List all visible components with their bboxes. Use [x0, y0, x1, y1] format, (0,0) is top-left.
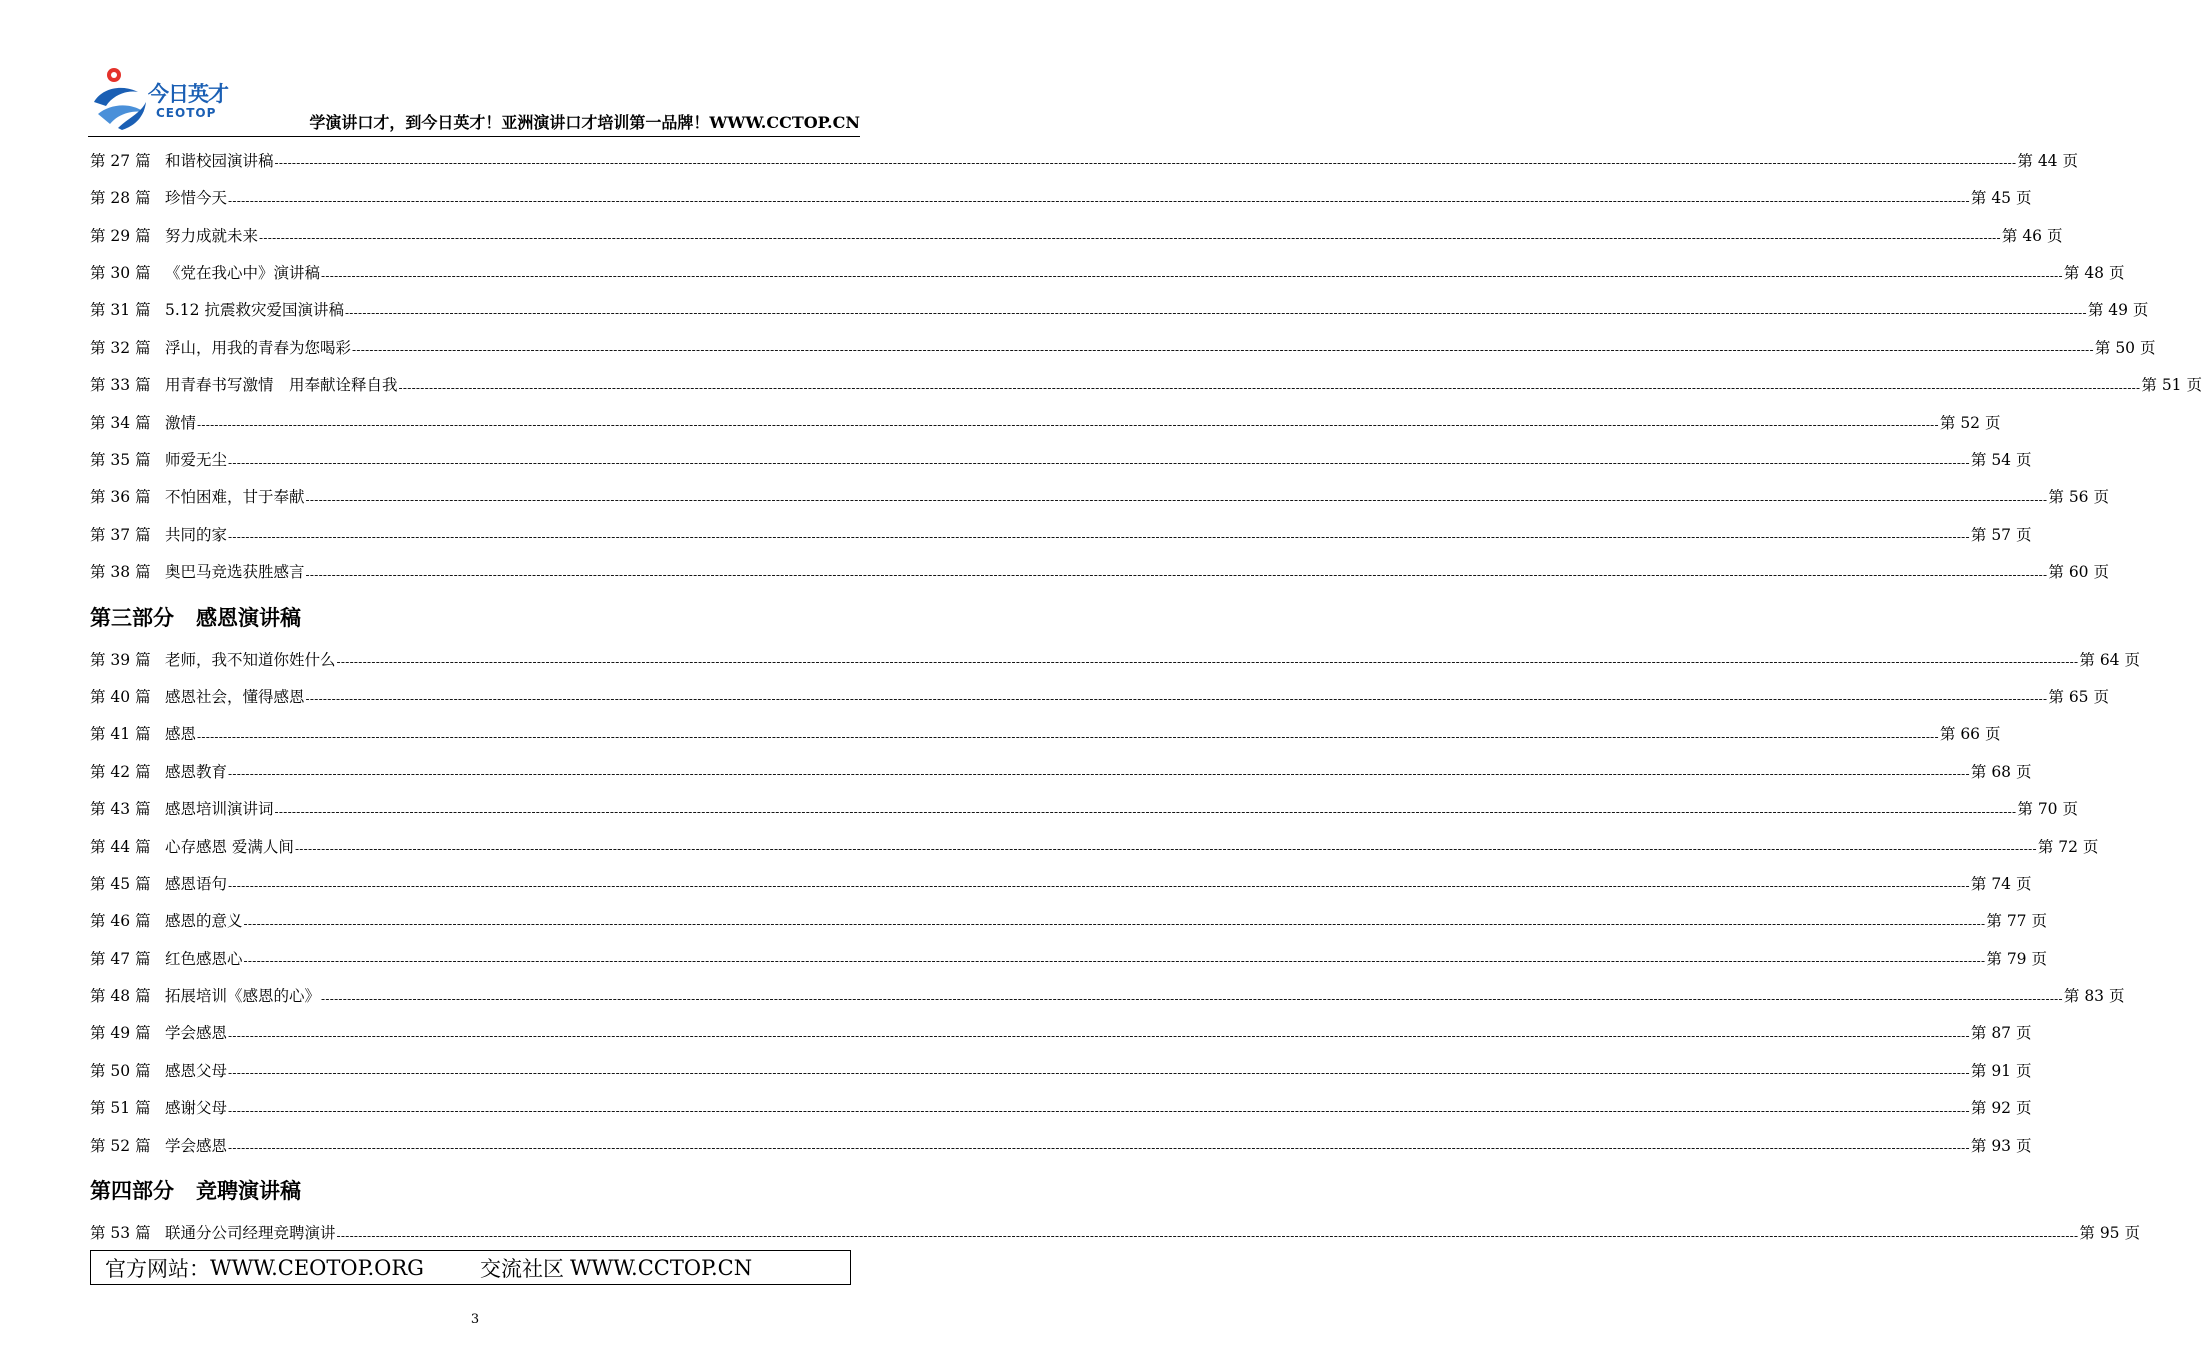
entry-title: 珍惜今天 — [165, 189, 228, 208]
toc-entry[interactable] — [90, 1125, 2032, 1162]
dot-leader: ---------------------------------------------------------------------------------------------------------------------------------------------------------------------------------------------------------------------------------------------------------------------------------------------------------------------------------------------------------------------------------------------------------------- — [344, 305, 2087, 320]
toc-entry[interactable] — [90, 863, 2032, 900]
entry-title: 不怕困难，甘于奉献 — [165, 488, 305, 507]
toc-entry[interactable] — [90, 551, 2109, 588]
toc-entry[interactable] — [90, 975, 2125, 1012]
entry-title: 奥巴马竞选获胜感言 — [165, 563, 305, 582]
entry-number: 第 27 篇 — [90, 151, 151, 170]
toc-entry[interactable] — [90, 140, 2078, 177]
entry-title: 激情 — [165, 413, 197, 432]
dot-leader: ---------------------------------------------------------------------------------------------------------------------------------------------------------------------------------------------------------------------------------------------------------------------------------------------------------------------------------------------------------------------------------------------------------------- — [294, 842, 2037, 857]
entry-title: 感恩 — [165, 725, 197, 744]
entry-page: 第 93 页 — [1970, 1136, 2032, 1155]
toc-entry[interactable] — [90, 514, 2032, 551]
entry-number: 第 33 篇 — [90, 376, 151, 395]
entry-number: 第 43 篇 — [90, 800, 151, 819]
entry-number: 第 37 篇 — [90, 525, 151, 544]
entry-number: 第 41 篇 — [90, 725, 151, 744]
entry-page: 第 92 页 — [1970, 1099, 2032, 1118]
toc-entry[interactable] — [90, 639, 2140, 676]
entry-title: 用青春书写激情 用奉献诠释自我 — [165, 376, 398, 395]
entry-number: 第 29 篇 — [90, 226, 151, 245]
entry-title: 感恩语句 — [165, 874, 228, 893]
entry-number: 第 44 篇 — [90, 837, 151, 856]
entry-number: 第 35 篇 — [90, 451, 151, 470]
entry-number: 第 39 篇 — [90, 650, 151, 669]
entry-page: 第 83 页 — [2063, 987, 2125, 1006]
entry-page: 第 64 页 — [2079, 650, 2140, 669]
entry-title: 共同的家 — [165, 525, 228, 544]
dot-leader: ---------------------------------------------------------------------------------------------------------------------------------------------------------------------------------------------------------------------------------------------------------------------------------------------------------------------------------------------------------------------------------------------------------------- — [228, 1028, 1970, 1043]
entry-page: 第 79 页 — [1986, 949, 2047, 968]
entry-group-part-4 — [90, 1212, 2140, 1249]
entry-title: 拓展培训《感恩的心》 — [165, 987, 321, 1006]
entry-title: 联通分公司经理竞聘演讲 — [165, 1224, 336, 1243]
dot-leader: ---------------------------------------------------------------------------------------------------------------------------------------------------------------------------------------------------------------------------------------------------------------------------------------------------------------------------------------------------------------------------------------------------------------- — [228, 879, 1970, 894]
dot-leader: ---------------------------------------------------------------------------------------------------------------------------------------------------------------------------------------------------------------------------------------------------------------------------------------------------------------------------------------------------------------------------------------------------------------- — [228, 1141, 1970, 1156]
entry-number: 第 46 篇 — [90, 912, 151, 931]
entry-page: 第 68 页 — [1970, 762, 2032, 781]
entry-title: 感恩教育 — [165, 762, 228, 781]
entry-page: 第 95 页 — [2079, 1224, 2140, 1243]
official-site-link[interactable]: WWW.CEOTOP.ORG — [210, 1255, 424, 1280]
entry-number: 第 45 篇 — [90, 874, 151, 893]
toc-entry[interactable] — [90, 364, 2202, 401]
entry-page: 第 45 页 — [1970, 189, 2032, 208]
entry-title: 感谢父母 — [165, 1099, 228, 1118]
entry-title: 师爱无尘 — [165, 451, 228, 470]
dot-leader: ---------------------------------------------------------------------------------------------------------------------------------------------------------------------------------------------------------------------------------------------------------------------------------------------------------------------------------------------------------------------------------------------------------------- — [228, 1066, 1970, 1081]
entry-title: 和谐校园演讲稿 — [165, 151, 274, 170]
dot-leader: ---------------------------------------------------------------------------------------------------------------------------------------------------------------------------------------------------------------------------------------------------------------------------------------------------------------------------------------------------------------------------------------------------------------- — [259, 231, 2001, 246]
dot-leader: ---------------------------------------------------------------------------------------------------------------------------------------------------------------------------------------------------------------------------------------------------------------------------------------------------------------------------------------------------------------------------------------------------------------- — [321, 991, 2063, 1006]
entry-page: 第 44 页 — [2017, 151, 2078, 170]
dot-leader: ---------------------------------------------------------------------------------------------------------------------------------------------------------------------------------------------------------------------------------------------------------------------------------------------------------------------------------------------------------------------------------------------------------------- — [305, 692, 2048, 707]
official-site-label: 官方网站： — [105, 1256, 210, 1281]
toc-entry[interactable] — [90, 788, 2078, 825]
entry-page: 第 74 页 — [1970, 874, 2032, 893]
toc-entry[interactable] — [90, 713, 2001, 750]
toc-entry[interactable] — [90, 1212, 2140, 1249]
entry-page: 第 77 页 — [1986, 912, 2047, 931]
dot-leader: ---------------------------------------------------------------------------------------------------------------------------------------------------------------------------------------------------------------------------------------------------------------------------------------------------------------------------------------------------------------------------------------------------------------- — [352, 343, 2094, 358]
entry-title: 感恩的意义 — [165, 912, 243, 931]
entry-title: 学会感恩 — [165, 1136, 228, 1155]
entry-page: 第 72 页 — [2037, 837, 2099, 856]
entry-page: 第 48 页 — [2063, 264, 2125, 283]
entry-title: 浮山，用我的青春为您喝彩 — [165, 338, 352, 357]
header-slogan: 学演讲口才，到今日英才！亚洲演讲口才培训第一品牌！WWW.CCTOP.CN — [309, 113, 860, 132]
dot-leader: ---------------------------------------------------------------------------------------------------------------------------------------------------------------------------------------------------------------------------------------------------------------------------------------------------------------------------------------------------------------------------------------------------------------- — [305, 567, 2048, 582]
toc-entry[interactable] — [90, 177, 2032, 214]
toc-entry[interactable] — [90, 477, 2109, 514]
toc-entry[interactable] — [90, 215, 2063, 252]
toc-entry[interactable] — [90, 439, 2032, 476]
entry-title: 学会感恩 — [165, 1024, 228, 1043]
dot-leader: ---------------------------------------------------------------------------------------------------------------------------------------------------------------------------------------------------------------------------------------------------------------------------------------------------------------------------------------------------------------------------------------------------------------- — [197, 418, 1939, 433]
entry-title: 感恩父母 — [165, 1061, 228, 1080]
entry-number: 第 40 篇 — [90, 687, 151, 706]
entry-number: 第 31 篇 — [90, 301, 151, 320]
dot-leader: ---------------------------------------------------------------------------------------------------------------------------------------------------------------------------------------------------------------------------------------------------------------------------------------------------------------------------------------------------------------------------------------------------------------- — [228, 455, 1970, 470]
dot-leader: ---------------------------------------------------------------------------------------------------------------------------------------------------------------------------------------------------------------------------------------------------------------------------------------------------------------------------------------------------------------------------------------------------------------- — [243, 954, 1986, 969]
entry-page: 第 65 页 — [2048, 687, 2109, 706]
entry-number: 第 48 篇 — [90, 987, 151, 1006]
entry-number: 第 53 篇 — [90, 1224, 151, 1243]
community-link[interactable]: WWW.CCTOP.CN — [569, 1255, 753, 1280]
entry-number: 第 36 篇 — [90, 488, 151, 507]
section-name: 感恩演讲稿 — [196, 605, 301, 630]
dot-leader: ---------------------------------------------------------------------------------------------------------------------------------------------------------------------------------------------------------------------------------------------------------------------------------------------------------------------------------------------------------------------------------------------------------------- — [305, 492, 2048, 507]
entry-number: 第 34 篇 — [90, 413, 151, 432]
logo-english-text: CEOTOP — [156, 106, 217, 120]
entry-page: 第 51 页 — [2141, 376, 2202, 395]
table-of-contents — [90, 140, 2202, 1250]
entry-title: 努力成就未来 — [165, 226, 259, 245]
page-number: 3 — [470, 1312, 480, 1327]
toc-entry[interactable] — [90, 676, 2109, 713]
toc-entry[interactable] — [90, 1087, 2032, 1124]
entry-number: 第 28 篇 — [90, 189, 151, 208]
dot-leader: ---------------------------------------------------------------------------------------------------------------------------------------------------------------------------------------------------------------------------------------------------------------------------------------------------------------------------------------------------------------------------------------------------------------- — [336, 655, 2079, 670]
toc-entry[interactable] — [90, 826, 2099, 863]
entry-page: 第 54 页 — [1970, 451, 2032, 470]
entry-page: 第 57 页 — [1970, 525, 2032, 544]
toc-entry[interactable] — [90, 938, 2047, 975]
dot-leader: ---------------------------------------------------------------------------------------------------------------------------------------------------------------------------------------------------------------------------------------------------------------------------------------------------------------------------------------------------------------------------------------------------------------- — [398, 380, 2141, 395]
entry-page: 第 91 页 — [1970, 1061, 2032, 1080]
dot-leader: ---------------------------------------------------------------------------------------------------------------------------------------------------------------------------------------------------------------------------------------------------------------------------------------------------------------------------------------------------------------------------------------------------------------- — [228, 193, 1970, 208]
toc-entry[interactable] — [90, 252, 2125, 289]
entry-page: 第 46 页 — [2001, 226, 2063, 245]
section-part-label: 第四部分 — [90, 1179, 174, 1204]
logo-chinese-text: 今日英才 — [148, 82, 228, 106]
toc-entry[interactable] — [90, 402, 2001, 439]
dot-leader: ---------------------------------------------------------------------------------------------------------------------------------------------------------------------------------------------------------------------------------------------------------------------------------------------------------------------------------------------------------------------------------------------------------------- — [336, 1228, 2079, 1243]
footer-website-box — [90, 1250, 851, 1285]
entry-title: 感恩社会，懂得感恩 — [165, 687, 305, 706]
section-heading-part-4 — [90, 1162, 860, 1212]
entry-number: 第 51 篇 — [90, 1099, 151, 1118]
dot-leader: ---------------------------------------------------------------------------------------------------------------------------------------------------------------------------------------------------------------------------------------------------------------------------------------------------------------------------------------------------------------------------------------------------------------- — [228, 530, 1970, 545]
entry-number: 第 50 篇 — [90, 1061, 151, 1080]
section-part-label: 第三部分 — [90, 605, 174, 630]
entry-page: 第 66 页 — [1939, 725, 2001, 744]
entry-page: 第 87 页 — [1970, 1024, 2032, 1043]
entry-group-part-2 — [90, 140, 2202, 589]
entry-page: 第 50 页 — [2094, 338, 2156, 357]
toc-entry[interactable] — [90, 1050, 2032, 1087]
toc-entry[interactable] — [90, 327, 2156, 364]
ceotop-logo — [88, 62, 238, 132]
dot-leader: ---------------------------------------------------------------------------------------------------------------------------------------------------------------------------------------------------------------------------------------------------------------------------------------------------------------------------------------------------------------------------------------------------------------- — [228, 767, 1970, 782]
toc-entry[interactable] — [90, 1013, 2032, 1050]
toc-entry[interactable] — [90, 751, 2032, 788]
dot-leader: ---------------------------------------------------------------------------------------------------------------------------------------------------------------------------------------------------------------------------------------------------------------------------------------------------------------------------------------------------------------------------------------------------------------- — [228, 1103, 1970, 1118]
entry-page: 第 49 页 — [2087, 301, 2149, 320]
dot-leader: ---------------------------------------------------------------------------------------------------------------------------------------------------------------------------------------------------------------------------------------------------------------------------------------------------------------------------------------------------------------------------------------------------------------- — [274, 156, 2017, 171]
dot-leader: ---------------------------------------------------------------------------------------------------------------------------------------------------------------------------------------------------------------------------------------------------------------------------------------------------------------------------------------------------------------------------------------------------------------- — [197, 729, 1939, 744]
entry-number: 第 38 篇 — [90, 563, 151, 582]
section-name: 竞聘演讲稿 — [196, 1179, 301, 1204]
dot-leader: ---------------------------------------------------------------------------------------------------------------------------------------------------------------------------------------------------------------------------------------------------------------------------------------------------------------------------------------------------------------------------------------------------------------- — [243, 916, 1986, 931]
entry-number: 第 52 篇 — [90, 1136, 151, 1155]
header-divider — [88, 136, 860, 137]
entry-title: 心存感恩 爱满人间 — [165, 837, 294, 856]
entry-title: 老师，我不知道你姓什么 — [165, 650, 336, 669]
entry-page: 第 60 页 — [2048, 563, 2109, 582]
entry-page: 第 56 页 — [2048, 488, 2109, 507]
entry-page: 第 70 页 — [2017, 800, 2078, 819]
dot-leader: ---------------------------------------------------------------------------------------------------------------------------------------------------------------------------------------------------------------------------------------------------------------------------------------------------------------------------------------------------------------------------------------------------------------- — [321, 268, 2063, 283]
entry-number: 第 47 篇 — [90, 949, 151, 968]
section-heading-part-3 — [90, 589, 860, 639]
entry-title: 《党在我心中》演讲稿 — [165, 264, 321, 283]
entry-page: 第 52 页 — [1939, 413, 2001, 432]
page-header — [88, 62, 860, 134]
entry-title: 5.12 抗震救灾爱国演讲稿 — [165, 301, 344, 320]
toc-entry[interactable] — [90, 290, 2149, 327]
entry-group-part-3 — [90, 639, 2140, 1162]
entry-number: 第 49 篇 — [90, 1024, 151, 1043]
entry-title: 红色感恩心 — [165, 949, 243, 968]
entry-title: 感恩培训演讲词 — [165, 800, 274, 819]
community-label: 交流社区 — [479, 1256, 564, 1281]
entry-number: 第 42 篇 — [90, 762, 151, 781]
entry-number: 第 30 篇 — [90, 264, 151, 283]
toc-entry[interactable] — [90, 900, 2047, 937]
entry-number: 第 32 篇 — [90, 338, 151, 357]
dot-leader: ---------------------------------------------------------------------------------------------------------------------------------------------------------------------------------------------------------------------------------------------------------------------------------------------------------------------------------------------------------------------------------------------------------------- — [274, 804, 2017, 819]
